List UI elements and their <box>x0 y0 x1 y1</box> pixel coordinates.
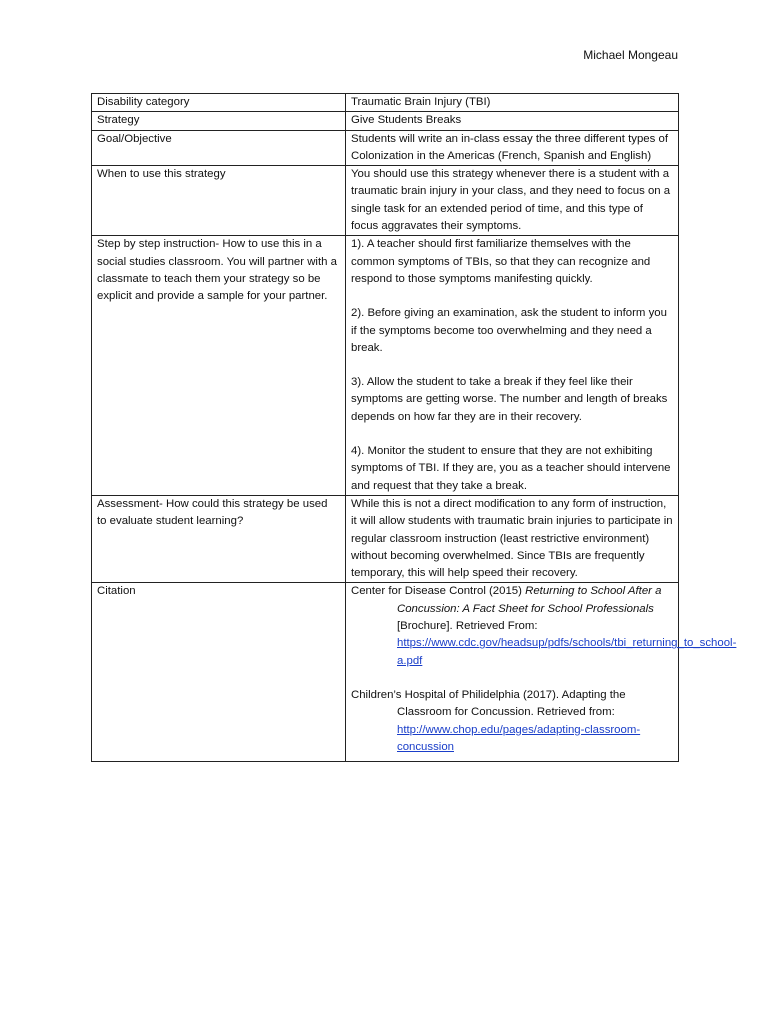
step-item: 4). Monitor the student to ensure that they are not exhibiting symptoms of TBI. If they are, you as a teacher should intervene and request that they take a break. <box>351 445 671 492</box>
citation-link-cdc[interactable]: https://www.cdc.gov/headsup/pdfs/schools/tbi_returning_to_school-a.pdf <box>397 637 737 667</box>
citation-title: Returning to School After a Concussion: A Fact Sheet for School Professionals <box>397 585 662 615</box>
table-row <box>92 94 679 112</box>
row-label: Assessment- How could this strategy be used to evaluate student learning? <box>92 495 346 582</box>
citation-text: Children’s Hospital of Philidelphia (2017). Adapting the Classroom for Concussion. Retrieved from: <box>351 688 626 719</box>
strategy-table <box>91 93 737 762</box>
row-label: Step by step instruction- How to use this in a social studies classroom. You will partner with a classmate to teach them your strategy so be explicit and provide a sample for your partner. <box>92 236 346 496</box>
citation-entry <box>351 583 737 669</box>
row-value <box>346 583 737 762</box>
row-value: Give Students Breaks <box>346 112 679 130</box>
row-label: Goal/Objective <box>92 130 346 166</box>
row-value: While this is not a direct modification to any form of instruction, it will allow students with traumatic brain injuries to participate in regular classroom instruction (least restrictive environment) without becoming overwhelmed. Since TBIs are frequently temporary, this will help speed their recovery. <box>346 495 679 582</box>
table-row <box>92 112 679 130</box>
author-name: Michael Mongeau <box>583 48 678 62</box>
citation-author: Center for Disease Control (2015) <box>351 585 522 598</box>
step-item: 3). Allow the student to take a break if they feel like their symptoms are getting worse. The number and length of breaks depends on how far they are in their recovery. <box>351 376 668 423</box>
row-label: When to use this strategy <box>92 166 346 236</box>
table-row <box>92 130 679 166</box>
table-row <box>92 166 679 236</box>
table-row <box>92 583 679 762</box>
table-row <box>92 236 679 496</box>
row-label: Citation <box>92 583 346 762</box>
citation-entry <box>351 687 673 756</box>
step-item: 1). A teacher should first familiarize themselves with the common symptoms of TBIs, so that they can recognize and respond to those symptoms manifesting quickly. <box>351 238 651 285</box>
row-value: Students will write an in-class essay the three different types of Colonization in the Americas (French, Spanish and English) <box>346 130 679 166</box>
row-label: Disability category <box>92 94 346 112</box>
table-row <box>92 495 679 582</box>
row-label: Strategy <box>92 112 346 130</box>
row-value: Traumatic Brain Injury (TBI) <box>346 94 679 112</box>
step-item: 2). Before giving an examination, ask the student to inform you if the symptoms become too overwhelming and they need a break. <box>351 307 667 354</box>
citation-tail: [Brochure]. Retrieved From: <box>397 620 538 633</box>
row-value: You should use this strategy whenever there is a student with a traumatic brain injury in your class, and they need to focus on a single task for an extended period of time, and this type of focus aggravates their symptoms. <box>346 166 679 236</box>
row-value <box>346 236 679 496</box>
citation-link-chop[interactable]: http://www.chop.edu/pages/adapting-classroom-concussion <box>397 723 641 753</box>
